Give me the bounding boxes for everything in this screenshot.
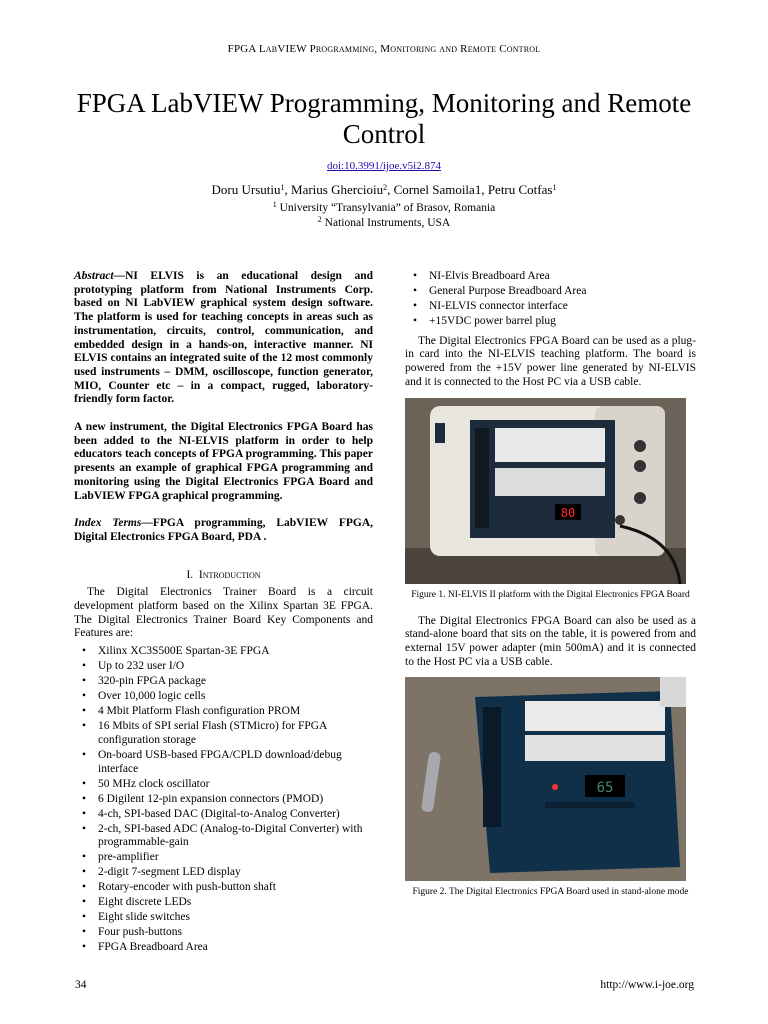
author-4-affiliation: 1 — [552, 183, 557, 192]
feature-item: • General Purpose Breadboard Area — [405, 285, 696, 299]
affiliation-1-marker: 1 — [272, 200, 277, 209]
feature-list-continued — [405, 270, 696, 329]
index-terms-text: —FPGA programming, LabVIEW FPGA, Digital Electronics FPGA Board, PDA . — [74, 517, 373, 543]
feature-item: • Rotary-encoder with push-button shaft — [74, 881, 373, 895]
author-3-4: , Cornel Samoila1, Petru Cotfas — [387, 182, 553, 197]
feature-item: • FPGA Breadboard Area — [74, 941, 373, 955]
right-column — [405, 270, 696, 898]
figure-2-caption: Figure 2. The Digital Electronics FPGA Board used in stand-alone mode — [412, 887, 689, 898]
author-1-affiliation: 1 — [280, 183, 285, 192]
feature-item: • 2-ch, SPI-based ADC (Analog-to-Digital Converter) with programmable-gain — [74, 823, 373, 850]
running-header: FPGA LabVIEW Programming, Monitoring and Remote Control — [227, 43, 541, 55]
feature-item: • NI-ELVIS connector interface — [405, 300, 696, 314]
feature-item: • On-board USB-based FPGA/CPLD download/debug interface — [74, 749, 373, 776]
figure-1-caption: Figure 1. NI-ELVIS II platform with the Digital Electronics FPGA Board — [411, 589, 690, 600]
fig2-seven-seg: 65 — [596, 780, 614, 797]
affiliation-1-text: University “Transylvania” of Brasov, Romania — [276, 202, 496, 214]
feature-item: • Eight discrete LEDs — [74, 896, 373, 910]
feature-item: • NI-Elvis Breadboard Area — [405, 270, 696, 284]
abstract-paragraph-2: A new instrument, the Digital Electronics FPGA Board has been added to the NI-ELVIS platform in order to help educators teach concepts of FPGA programming. This paper presents an example of graphical FPGA programming and monitoring using the Digital Electronics FPGA Board and LabVIEW FPGA graphical programming. — [74, 421, 373, 502]
affiliation-2-text: National Instruments, USA — [321, 217, 451, 229]
paper-title: FPGA LabVIEW Programming, Monitoring and Remote Control — [76, 88, 692, 149]
section-number: I. — [186, 568, 194, 581]
abstract-text: —NI ELVIS is an educational design and prototyping platform from National Instruments Corp. based on NI LabVIEW graphical system design software. The platform is used for teaching concepts in areas such as instrumentation, circuits, control, communication, and embedded design in a hands-on, interactive manner. NI ELVIS contains an integrated suite of the 12 most commonly used instruments – DMM, oscilloscope, function generator, MIO, Counter etc – in a compact, rugged, laboratory-friendly form factor. — [74, 270, 373, 406]
feature-item: • Eight slide switches — [74, 911, 373, 925]
elvis-platform-image — [405, 398, 686, 584]
author-2: , Marius Ghercioiu — [284, 182, 384, 197]
feature-item: • 50 MHz clock oscillator — [74, 778, 373, 792]
left-column — [74, 270, 373, 956]
abstract — [74, 270, 373, 407]
plugin-paragraph: The Digital Electronics FPGA Board can be used as a plug-in card into the NI-ELVIS teaching platform. The board is powered from the +15V power line generated by NI-ELVIS and it is connected to the Host PC via a USB cable. — [405, 334, 696, 388]
page-number: 34 — [75, 979, 87, 991]
section-heading-introduction — [74, 569, 373, 583]
doi-link[interactable]: doi:10.3991/ijoe.v5i2.874 — [327, 160, 441, 172]
feature-item: • Four push-buttons — [74, 926, 373, 940]
doi-line — [0, 160, 768, 172]
author-2-affiliation: 2 — [383, 183, 388, 192]
affiliation-2-marker: 2 — [317, 215, 322, 224]
feature-item: • 320-pin FPGA package — [74, 675, 373, 689]
feature-item: • Up to 232 user I/O — [74, 660, 373, 674]
feature-item: • 4 Mbit Platform Flash configuration PROM — [74, 705, 373, 719]
author-1: Doru Ursutiu — [211, 182, 281, 197]
standalone-paragraph: The Digital Electronics FPGA Board can also be used as a stand-alone board that sits on the table, it is powered from and external 15V power adapter (min 500mA) and it is connected to the Host PC via a USB cable. — [405, 614, 696, 668]
intro-paragraph: The Digital Electronics Trainer Board is a circuit development platform based on the Xilinx Spartan 3E FPGA. The Digital Electronics Trainer Board Key Components and Features are: — [74, 586, 373, 640]
index-terms-label: Index Terms — [74, 517, 142, 530]
feature-item: • 16 Mbits of SPI serial Flash (STMicro) for FPGA configuration storage — [74, 720, 373, 747]
feature-item: • Xilinx XC3S500E Spartan-3E FPGA — [74, 645, 373, 659]
affiliation-2 — [0, 217, 768, 229]
affiliation-1 — [0, 202, 768, 214]
author-list — [0, 182, 768, 198]
fig1-seven-seg: 80 — [560, 505, 576, 520]
section-title: Introduction — [198, 568, 261, 581]
feature-item: • +15VDC power barrel plug — [405, 315, 696, 329]
abstract-label: Abstract — [74, 270, 114, 282]
feature-list — [74, 645, 373, 955]
feature-item: • 6 Digilent 12-pin expansion connectors (PMOD) — [74, 793, 373, 807]
figure-2-photo — [405, 677, 686, 881]
feature-item: • pre-amplifier — [74, 851, 373, 865]
feature-item: • 4-ch, SPI-based DAC (Digital-to-Analog Converter) — [74, 808, 373, 822]
fpga-board-image — [405, 677, 686, 881]
footer-url: http://www.i-joe.org — [600, 979, 694, 991]
figure-1-photo — [405, 398, 686, 584]
feature-item: • 2-digit 7-segment LED display — [74, 866, 373, 880]
index-terms — [74, 517, 373, 544]
feature-item: • Over 10,000 logic cells — [74, 690, 373, 704]
